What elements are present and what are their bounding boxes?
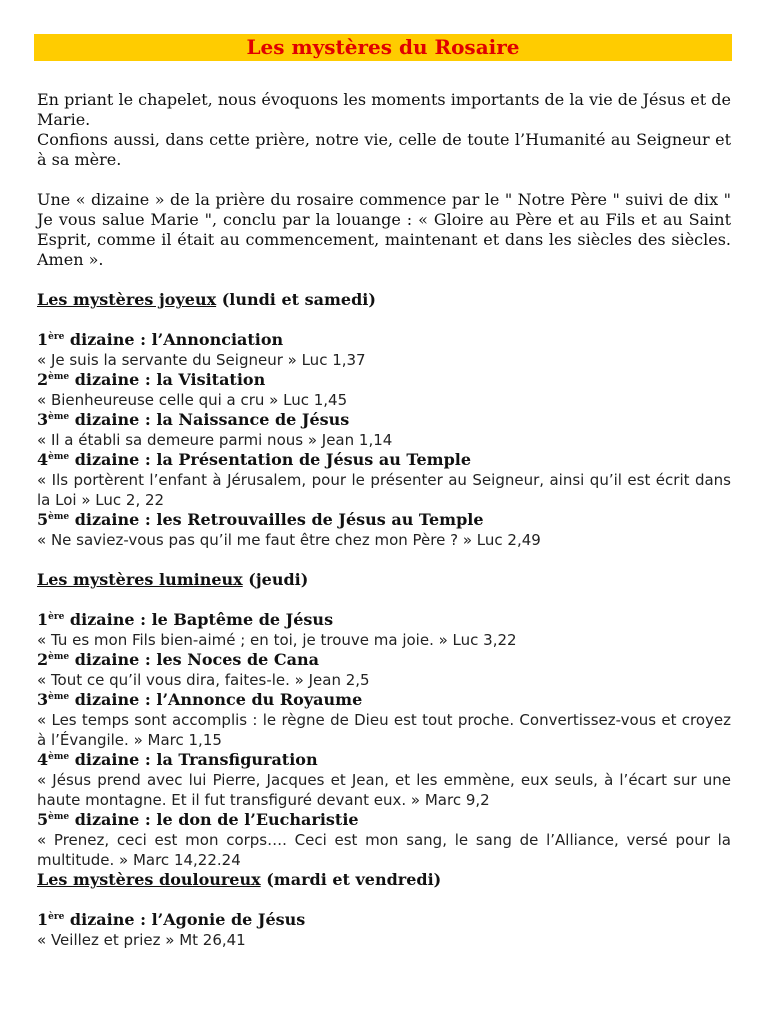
dizaine-quote: « Je suis la servante du Seigneur » Luc 1,37 xyxy=(37,351,366,369)
section-heading: Les mystères douloureux xyxy=(37,870,261,889)
dizaine-heading: 5ème dizaine : le don de l’Eucharistie xyxy=(37,810,359,829)
section-heading: Les mystères joyeux xyxy=(37,290,217,309)
section-title-joyeux xyxy=(37,290,731,310)
dizaine-heading: 1ère dizaine : l’Agonie de Jésus xyxy=(37,910,306,929)
dizaine-heading: 4ème dizaine : la Transfiguration xyxy=(37,750,318,769)
section-days: (jeudi) xyxy=(248,570,309,589)
dizaine-heading: 2ème dizaine : les Noces de Cana xyxy=(37,650,320,669)
dizaine-heading: 1ère dizaine : le Baptême de Jésus xyxy=(37,610,334,629)
intro-paragraph-2: Confions aussi, dans cette prière, notre vie, celle de toute l’Humanité au Seigneur et à sa mère. xyxy=(37,130,731,169)
dizaine-heading: 4ème dizaine : la Présentation de Jésus au Temple xyxy=(37,450,472,469)
dizaine-quote: « Prenez, ceci est mon corps…. Ceci est mon sang, le sang de l’Alliance, versé pour la multitude. » Marc 14,22.24 xyxy=(37,831,731,869)
dizaine-quote: « Ils portèrent l’enfant à Jérusalem, pour le présenter au Seigneur, ainsi qu’il est écrit dans la Loi » Luc 2, 22 xyxy=(37,471,731,509)
dizaine-quote: « Tout ce qu’il vous dira, faites-le. » Jean 2,5 xyxy=(37,671,370,689)
section-days: (lundi et samedi) xyxy=(221,290,376,309)
section-heading: Les mystères lumineux xyxy=(37,570,243,589)
dizaine-quote: « Ne saviez-vous pas qu’il me faut être chez mon Père ? » Luc 2,49 xyxy=(37,531,541,549)
dizaine-quote: « Bienheureuse celle qui a cru » Luc 1,45 xyxy=(37,391,348,409)
dizaine-quote: « Jésus prend avec lui Pierre, Jacques et Jean, et les emmène, eux seuls, à l’écart sur une haute montagne. Et il fut transfiguré devant eux. » Marc 9,2 xyxy=(37,771,731,809)
dizaine-heading: 3ème dizaine : l’Annonce du Royaume xyxy=(37,690,363,709)
dizaine-heading: 1ère dizaine : l’Annonciation xyxy=(37,330,284,349)
document-body xyxy=(37,90,731,950)
dizaine-quote: « Les temps sont accomplis : le règne de Dieu est tout proche. Convertissez-vous et croyez à l’Évangile. » Marc 1,15 xyxy=(37,711,731,749)
dizaine-quote: « Veillez et priez » Mt 26,41 xyxy=(37,931,246,949)
dizaine-heading: 2ème dizaine : la Visitation xyxy=(37,370,266,389)
intro-paragraph-1: En priant le chapelet, nous évoquons les moments importants de la vie de Jésus et de Marie. xyxy=(37,90,731,129)
dizaine-quote: « Tu es mon Fils bien-aimé ; en toi, je trouve ma joie. » Luc 3,22 xyxy=(37,631,517,649)
section-days: (mardi et vendredi) xyxy=(266,870,442,889)
section-title-lumineux xyxy=(37,570,731,590)
section-title-douloureux xyxy=(37,870,731,890)
dizaine-heading: 3ème dizaine : la Naissance de Jésus xyxy=(37,410,350,429)
dizaine-quote: « Il a établi sa demeure parmi nous » Jean 1,14 xyxy=(37,431,393,449)
dizaine-explanation: Une « dizaine » de la prière du rosaire commence par le " Notre Père " suivi de dix " Je vous salue Marie ", conclu par la louange : « Gloire au Père et au Fils et au Saint Esprit, comme il était au commencement, maintenant et dans les siècles des siècles. Amen ». xyxy=(37,190,731,269)
dizaine-heading: 5ème dizaine : les Retrouvailles de Jésus au Temple xyxy=(37,510,484,529)
page-title: Les mystères du Rosaire xyxy=(34,34,732,61)
